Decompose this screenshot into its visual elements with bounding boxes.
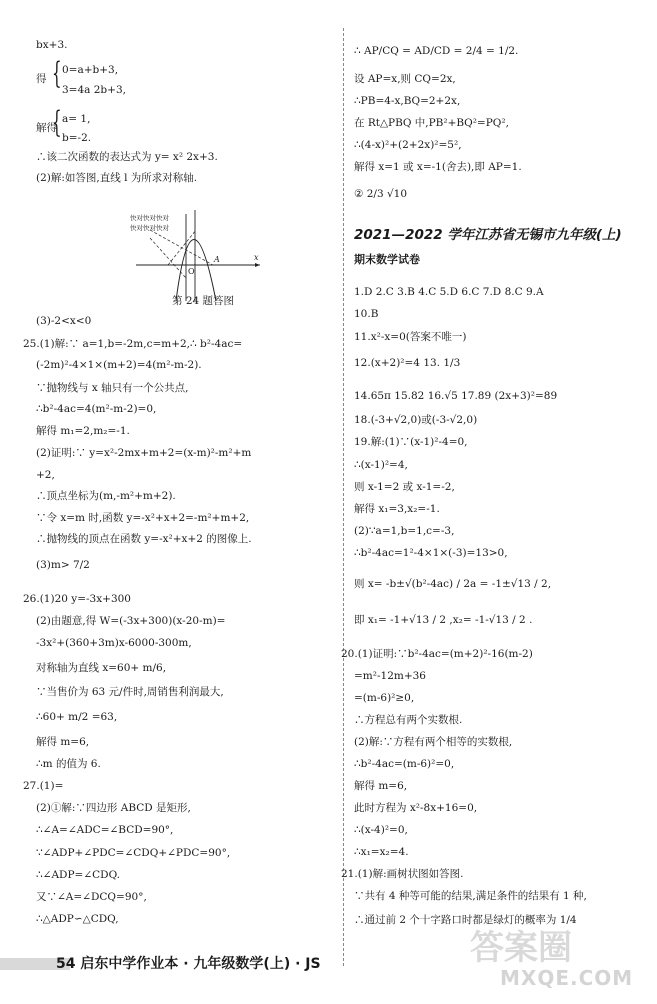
- text-line: ∴PB=4-x,BQ=2+2x,: [354, 95, 461, 107]
- text-line: ∵令 x=m 时,函数 y=-x²+x+2=-m²+m+2,: [36, 512, 250, 524]
- text-line: 在 Rt△PBQ 中,PB²+BQ²=PQ²,: [354, 117, 509, 129]
- text-line: ∴该二次函数的表达式为 y= x² 2x+3.: [36, 151, 218, 163]
- text-line: 得: [36, 73, 47, 85]
- text-line: ∴b²-4ac=4(m²-m-2)=0,: [36, 403, 157, 415]
- text-line: b=-2.: [62, 132, 92, 144]
- text-line: 19.解:(1)∵(x-1)²-4=0,: [354, 436, 468, 448]
- text-line: (3)-2<x<0: [36, 315, 92, 327]
- graph-label: 快对快对快对: [130, 214, 169, 222]
- text-line: (2)解:∵方程有两个相等的实数根,: [354, 736, 513, 748]
- parabola-graph: [128, 208, 268, 303]
- text-line: ∵共有 4 种等可能的结果,满足条件的结果有 1 种,: [354, 890, 587, 902]
- parabola-curve: [176, 240, 216, 302]
- parabola-figure: [128, 208, 268, 307]
- graph-label: 快对快对快对: [130, 224, 169, 232]
- text-line: =(m-6)²≥0,: [354, 692, 415, 704]
- text-line: ∴方程总有两个实数根.: [354, 714, 463, 726]
- exam-subtitle: 期末数学试卷: [354, 253, 420, 266]
- text-line: 设 AP=x,则 CQ=2x,: [354, 73, 456, 85]
- text-line: 27.(1)=: [23, 780, 64, 792]
- text-line: 25.(1)解:∵ a=1,b=-2m,c=m+2,∴ b²-4ac=: [23, 338, 243, 350]
- text-line: 此时方程为 x²-8x+16=0,: [354, 802, 478, 814]
- text-line: ∴△ADP∽△CDQ,: [36, 913, 119, 925]
- text-line: ∵当售价为 63 元/件时,周销售利润最大,: [36, 686, 224, 698]
- watermark-logo: 答案圈: [470, 928, 572, 968]
- text-line: ∴通过前 2 个十字路口时都是绿灯的概率为 1/4: [354, 914, 577, 926]
- brace: {: [52, 56, 62, 91]
- text-line: 20.(1)证明:∵b²-4ac=(m+2)²-16(m-2): [341, 648, 533, 660]
- text-line: ∴m 的值为 6.: [36, 758, 101, 770]
- text-line: ∴60+ m/2 =63,: [36, 711, 118, 723]
- column-divider: [343, 28, 344, 966]
- watermark-url: MXQE.COM: [500, 966, 634, 990]
- text-line: ∴(x-4)²=0,: [354, 824, 408, 836]
- exam-title: 2021—2022 学年江苏省无锡市九年级(上): [354, 227, 622, 243]
- point-a-label: A: [214, 255, 220, 264]
- x-axis-arrow: [255, 263, 260, 267]
- page-footer: [0, 950, 657, 974]
- text-line: 26.(1)20 y=-3x+300: [23, 593, 131, 605]
- dashed-line: [168, 230, 196, 265]
- text-line: ∴∠A=∠ADC=∠BCD=90°,: [36, 824, 174, 836]
- text-line: 即 x₁= -1+√13 / 2 ,x₂= -1-√13 / 2 .: [354, 614, 533, 626]
- text-line: =m²-12m+36: [354, 670, 426, 682]
- text-line: -3x²+(360+3m)x-6000-300m,: [36, 637, 192, 649]
- text-line: ∵∠ADP+∠PDC=∠CDQ+∠PDC=90°,: [36, 847, 231, 859]
- text-line: 解得 x₁=3,x₂=-1.: [354, 503, 440, 515]
- origin-label: O: [188, 267, 195, 276]
- text-line: (3)m> 7/2: [36, 559, 90, 571]
- text-line: (2)证明:∵ y=x²-2mx+m+2=(x-m)²-m²+m: [36, 447, 252, 459]
- text-line: bx+3.: [36, 39, 68, 51]
- text-line: (2)①解:∵四边形 ABCD 是矩形,: [36, 802, 191, 814]
- text-line: 解得 m=6,: [354, 780, 408, 792]
- text-line: 解得: [36, 122, 57, 134]
- text-line: 10.B: [354, 308, 379, 320]
- text-line: (2)解:如答图,直线 l 为所求对称轴.: [36, 172, 198, 184]
- text-line: a= 1,: [62, 113, 91, 125]
- text-line: ∴∠ADP=∠CDQ.: [36, 869, 121, 881]
- text-line: ∴(x-1)²=4,: [354, 459, 408, 471]
- text-line: (2)由题意,得 W=(-3x+300)(x-20-m)=: [36, 615, 226, 627]
- text-line: 0=a+b+3,: [62, 64, 119, 76]
- text-line: ∴顶点坐标为(m,-m²+m+2).: [36, 490, 176, 502]
- text-line: 1.D 2.C 3.B 4.C 5.D 6.C 7.D 8.C 9.A: [354, 286, 544, 298]
- text-line: 12.(x+2)²=4 13. 1/3: [354, 357, 461, 369]
- text-line: 又∵∠A=∠DCQ=90°,: [36, 891, 147, 903]
- text-line: ∴b²-4ac=(m-6)²=0,: [354, 758, 455, 770]
- text-line: 则 x-1=2 或 x-1=-2,: [354, 481, 455, 493]
- text-line: 则 x= -b±√(b²-4ac) / 2a = -1±√13 / 2,: [354, 578, 552, 590]
- brace: {: [52, 105, 62, 140]
- text-line: ∴(4-x)²+(2+2x)²=5²,: [354, 139, 462, 151]
- text-line: 14.65π 15.82 16.√5 17.89 (2x+3)²=89: [354, 390, 558, 402]
- text-line: 11.x²-x=0(答案不唯一): [354, 331, 467, 343]
- text-line: 解得 m=6,: [36, 736, 90, 748]
- text-line: 21.(1)解:画树状图如答图.: [341, 868, 464, 880]
- text-line: ∴b²-4ac=1²-4×1×(-3)=13>0,: [354, 547, 508, 559]
- footer-text: 54 启东中学作业本 · 九年级数学(上) · JS: [56, 956, 321, 972]
- text-line: ∴抛物线的顶点在函数 y=-x²+x+2 的图像上.: [36, 533, 252, 545]
- text-line: ∴x₁=x₂=4.: [354, 846, 409, 858]
- text-line: 解得 m₁=2,m₂=-1.: [36, 425, 130, 437]
- text-line: ② 2/3 √10: [354, 188, 408, 200]
- text-line: 解得 x=1 或 x=-1(舍去),即 AP=1.: [354, 161, 522, 173]
- text-line: (-2m)²-4×1×(m+2)=4(m²-m-2).: [36, 359, 202, 371]
- dashed-line: [150, 230, 213, 265]
- text-line: 18.(-3+√2,0)或(-3-√2,0): [354, 414, 478, 426]
- figure-caption: 第 24 题答图: [172, 295, 235, 307]
- text-line: ∵抛物线与 x 轴只有一个公共点,: [36, 382, 189, 394]
- dashed-line: [150, 238, 186, 278]
- text-line: 对称轴为直线 x=60+ m/6,: [36, 662, 167, 674]
- text-line: 3=4a 2b+3,: [62, 84, 126, 96]
- text-line: (2)∵a=1,b=1,c=-3,: [354, 525, 455, 537]
- text-line: ∴ AP/CQ = AD/CD = 2/4 = 1/2.: [354, 45, 519, 57]
- text-line: +2,: [36, 469, 55, 481]
- x-axis-label: x: [254, 253, 259, 262]
